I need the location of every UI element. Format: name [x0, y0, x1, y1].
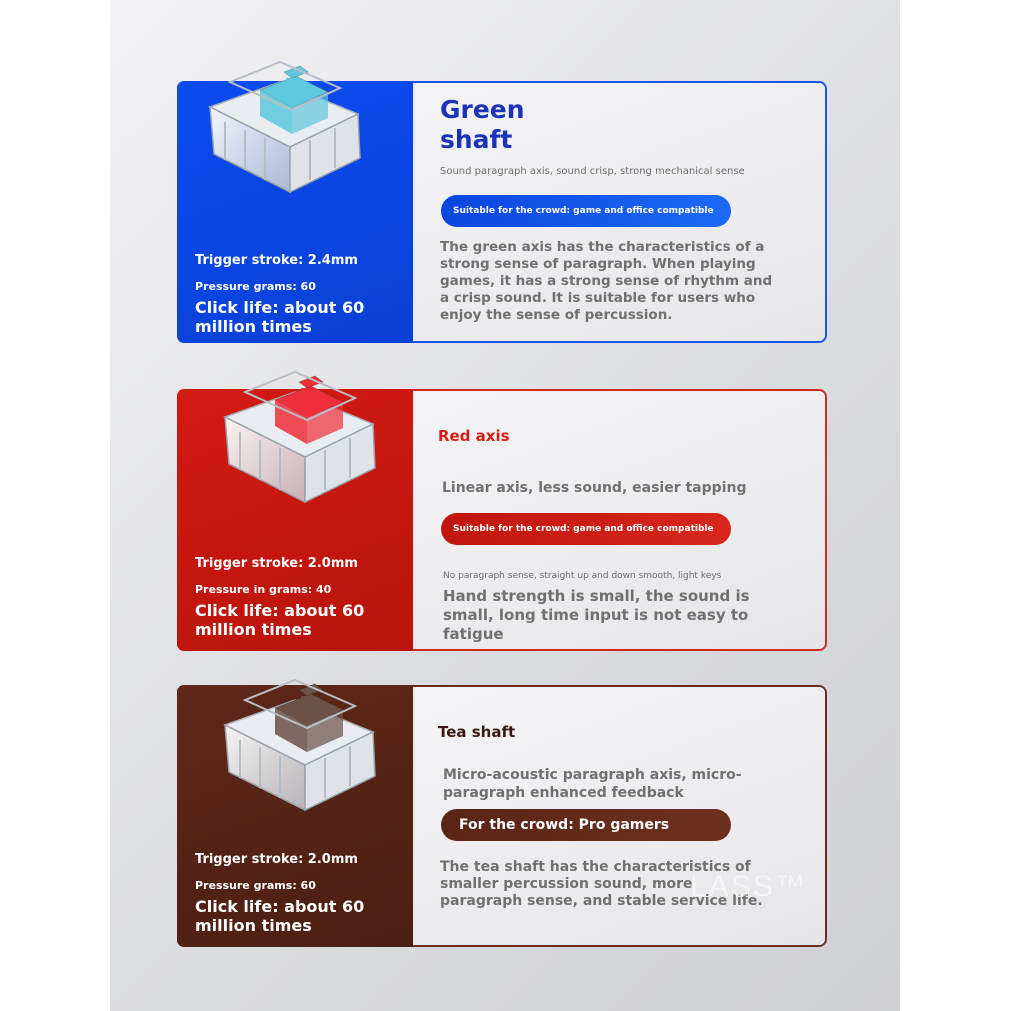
card-description: Hand strength is small, the sound is small, long time input is not easy to fatigue	[443, 587, 750, 643]
trigger-stroke: Trigger stroke: 2.0mm	[195, 556, 358, 571]
audience-pill: Suitable for the crowd: game and office compatible	[441, 513, 731, 545]
card-description: The green axis has the characteristics of a strong sense of paragraph. When playing games, it has a strong sense of rhythm and a crisp sound. It is suitable for users who enjoy the sense of percussion.	[440, 239, 773, 323]
click-life: Click life: about 60 million times	[195, 897, 365, 935]
click-life: Click life: about 60 million times	[195, 601, 365, 639]
click-life: Click life: about 60 million times	[195, 298, 365, 336]
switch-icon	[200, 52, 365, 197]
watermark: LASS™	[690, 870, 807, 903]
card-note: No paragraph sense, straight up and down smooth, light keys	[443, 571, 722, 581]
card-subtitle: Sound paragraph axis, sound crisp, strong mechanical sense	[440, 166, 745, 177]
card-description: The tea shaft has the characteristics of smaller percussion sound, more paragraph sense, and stable service life.	[440, 859, 763, 909]
switch-icon	[215, 670, 380, 815]
card-title: Red axis	[438, 427, 510, 445]
card-title: Green shaft	[440, 95, 525, 154]
trigger-stroke: Trigger stroke: 2.4mm	[195, 253, 358, 268]
pressure-grams: Pressure grams: 60	[195, 879, 316, 892]
card-subtitle: Micro-acoustic paragraph axis, micro-paragraph enhanced feedback	[443, 767, 742, 801]
switch-icon	[215, 362, 380, 507]
audience-pill: Suitable for the crowd: game and office compatible	[441, 195, 731, 227]
card-title: Tea shaft	[438, 723, 516, 741]
trigger-stroke: Trigger stroke: 2.0mm	[195, 852, 358, 867]
pressure-grams: Pressure grams: 60	[195, 280, 316, 293]
pressure-grams: Pressure in grams: 40	[195, 583, 332, 596]
audience-pill: For the crowd: Pro gamers	[441, 809, 731, 841]
card-subtitle: Linear axis, less sound, easier tapping	[442, 480, 747, 496]
